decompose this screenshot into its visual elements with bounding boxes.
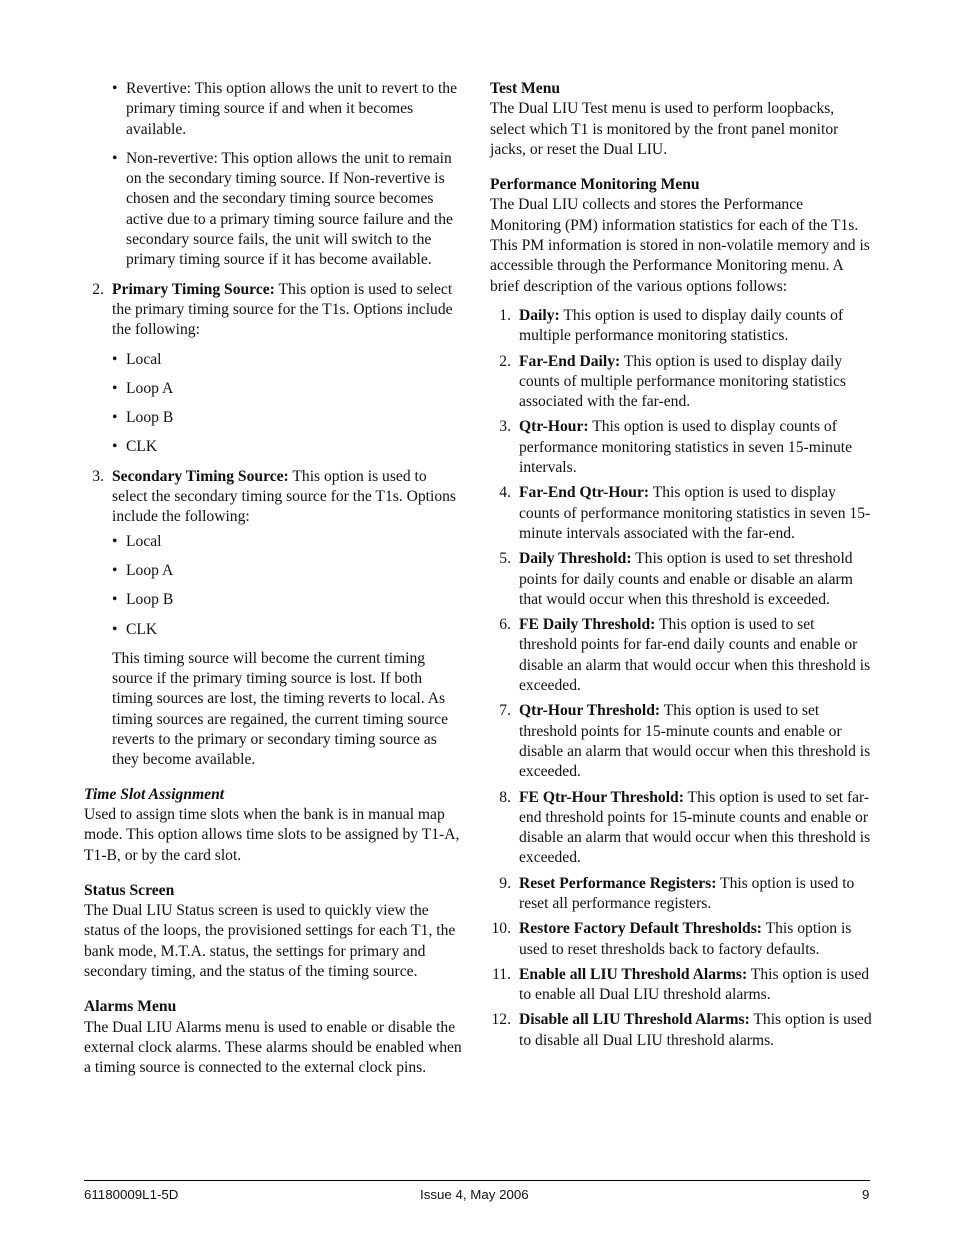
section-performance-monitoring	[490, 175, 872, 297]
footer-doc-number: 61180009L1-5D	[84, 1187, 179, 1202]
bullet-icon: •	[112, 80, 118, 97]
primary-timing-options	[84, 350, 466, 458]
section-heading: Test Menu	[490, 80, 561, 97]
section-alarms-menu	[84, 997, 466, 1078]
list-item: 12. Disable all LIU Threshold Alarms: This option is used to disable all Dual LIU threshold alarms.	[491, 1011, 872, 1049]
bullet-item: • CLK	[112, 437, 466, 457]
bullet-item: • CLK	[112, 620, 466, 640]
revertive-options	[84, 79, 466, 271]
pm-options-list	[490, 306, 872, 1051]
section-time-slot	[84, 785, 466, 866]
bullet-icon: •	[112, 591, 118, 609]
section-body: Used to assign time slots when the bank is in manual map mode. This option allows time slots to be assigned by T1-A, T1-B, or by the card slot.	[84, 805, 460, 864]
bullet-item: • Loop B	[112, 590, 466, 610]
bullet-icon: •	[112, 561, 118, 579]
bullet-item: • Loop A	[112, 561, 466, 581]
bullet-icon: •	[112, 350, 118, 368]
list-item: 4. Far-End Qtr-Hour: This option is used to display counts of performance monitoring statistics in seven 15-minute intervals associated with the far-end.	[499, 484, 871, 542]
bullet-icon: •	[112, 149, 118, 167]
bullet-item: • Loop A	[112, 379, 466, 399]
bullet-item: • Non-revertive: This option allows the unit to remain on the secondary timing source. If Non-revertive is chosen and the secondary timing source becomes active due to a primary timing source failure and the secondary source fails, the unit will switch to the primary timing source if it has become available.	[112, 149, 453, 269]
bullet-icon: •	[112, 438, 118, 456]
right-column	[490, 79, 872, 1056]
bullet-item: • Revertive: This option allows the unit to revert to the primary timing source if and when it becomes available.	[112, 80, 458, 138]
list-item: 9. Reset Performance Registers: This option is used to reset all performance registers.	[499, 874, 855, 912]
section-status-screen	[84, 881, 466, 982]
secondary-timing-options	[84, 532, 466, 771]
list-item: 7. Qtr-Hour Threshold: This option is used to set threshold points for 15-minute counts and enable or disable an alarm that would occur when this threshold is exceeded.	[499, 702, 871, 781]
footer-page-number: 9	[862, 1187, 870, 1202]
section-heading: Status Screen	[84, 881, 175, 899]
section-body: The Dual LIU Alarms menu is used to enable or disable the external clock alarms. These alarms should be enabled when a timing source is connected to the external clock pins.	[84, 1018, 462, 1077]
list-item: 5. Daily Threshold: This option is used to set threshold points for daily counts and enable or disable an alarm that would occur when this threshold is exceeded.	[499, 550, 853, 608]
section-heading: Performance Monitoring Menu	[490, 176, 700, 194]
section-body: The Dual LIU collects and stores the Performance Monitoring (PM) information statistics for each of the T1s. This PM information is stored in non-volatile memory and is accessible through the Performance Monitoring menu. A brief description of the various options follows:	[490, 196, 870, 295]
timing-source-note: This timing source will become the current timing source if the primary timing source is lost. If both timing sources are lost, the timing reverts to local. As timing sources are regained, the current timing source reverts to the primary or secondary timing source as they become available.	[112, 649, 449, 769]
bullet-icon: •	[112, 379, 118, 397]
bullet-item: • Local	[112, 532, 466, 552]
list-item-secondary-timing: 3. Secondary Timing Source: This option is used to select the secondary timing source for the T1s. Options include the following:	[92, 467, 456, 526]
left-column	[84, 79, 466, 1078]
list-item: 8. FE Qtr-Hour Threshold: This option is used to set far-end threshold points for 15-minute counts and enable or disable an alarm that would occur when this threshold is exceeded.	[499, 788, 871, 867]
section-heading: Time Slot Assignment	[84, 785, 225, 803]
section-body: The Dual LIU Status screen is used to quickly view the status of the loops, the provisioned settings for each T1, the bank mode, M.T.A. status, the settings for primary and secondary timing, and the status of the timing source.	[84, 902, 456, 980]
bullet-icon: •	[112, 532, 118, 550]
list-item: 2. Far-End Daily: This option is used to display daily counts of multiple performance monitoring statistics associated with the far-end.	[499, 352, 846, 411]
list-item: 3. Qtr-Hour: This option is used to display counts of performance monitoring statistics in seven 15-minute intervals.	[499, 418, 853, 477]
list-item: 1. Daily: This option is used to display daily counts of multiple performance monitoring statistics.	[499, 306, 844, 345]
bullet-icon: •	[112, 620, 118, 638]
section-heading: Alarms Menu	[84, 998, 177, 1016]
list-item: 11. Enable all LIU Threshold Alarms: This option is used to enable all Dual LIU threshold alarms.	[492, 965, 870, 1004]
list-item-primary-timing: 2. Primary Timing Source: This option is used to select the primary timing source for the T1s. Options include the following:	[92, 280, 453, 339]
bullet-icon: •	[112, 409, 118, 427]
section-test-menu	[490, 79, 872, 160]
bullet-item: • Local	[112, 350, 466, 370]
list-item: 6. FE Daily Threshold: This option is used to set threshold points for far-end daily counts and enable or disable an alarm that would occur when this threshold is exceeded.	[499, 616, 871, 695]
list-item: 10. Restore Factory Default Thresholds: This option is used to reset thresholds back to factory defaults.	[491, 920, 852, 958]
section-body: The Dual LIU Test menu is used to perform loopbacks, select which T1 is monitored by the front panel monitor jacks, or reset the Dual LIU.	[490, 100, 839, 158]
footer-divider	[84, 1180, 870, 1181]
footer-issue: Issue 4, May 2006	[420, 1187, 529, 1202]
bullet-item: • Loop B	[112, 408, 466, 428]
